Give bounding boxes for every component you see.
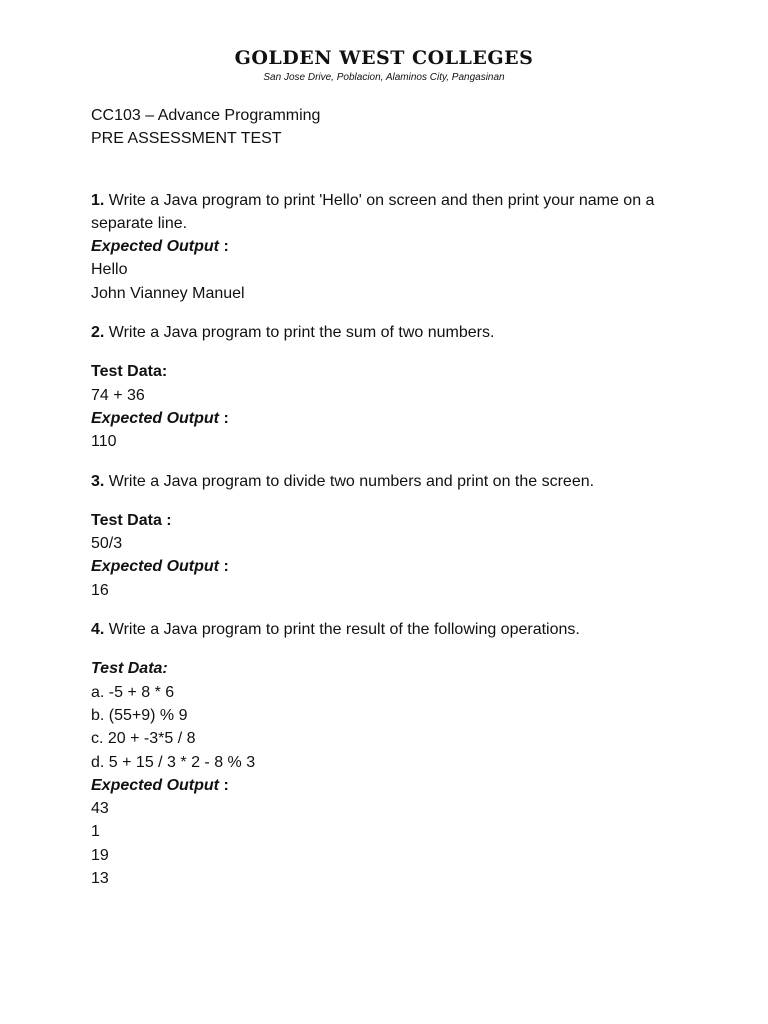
question-1-number: 1. [91, 191, 105, 209]
school-name: GOLDEN WEST COLLEGES [234, 47, 534, 69]
question-3 [91, 470, 691, 602]
expected-output-value: Hello [91, 261, 128, 279]
question-3-number: 3. [91, 472, 105, 490]
question-1 [91, 189, 691, 305]
question-4 [91, 618, 691, 890]
document-header [0, 46, 768, 84]
course-title: CC103 – Advance Programming [91, 107, 321, 124]
expected-output-label: Expected Output : [91, 776, 229, 794]
test-data-value: d. 5 + 15 / 3 * 2 - 8 % 3 [91, 753, 256, 771]
expected-output-value: 1 [91, 823, 100, 841]
question-4-prompt [91, 618, 691, 641]
test-title: PRE ASSESSMENT TEST [91, 130, 282, 148]
question-2-prompt [91, 321, 691, 344]
question-1-text: Write a Java program to print 'Hello' on screen and then print your name on a [104, 191, 655, 209]
expected-output-value: 43 [91, 800, 109, 818]
question-2-number: 2. [91, 324, 105, 342]
question-4-text: Write a Java program to print the result of the following operations. [104, 621, 580, 639]
test-data-value: c. 20 + -3*5 / 8 [91, 730, 196, 748]
test-data-value: b. (55+9) % 9 [91, 706, 188, 724]
expected-output-label: Expected Output : [91, 409, 229, 427]
question-3-prompt [91, 470, 691, 493]
expected-output-value: John Vianney Manuel [91, 284, 245, 302]
expected-output-value: 13 [91, 870, 109, 888]
test-data-label: Test Data: [91, 660, 168, 678]
expected-output-value: 16 [91, 581, 109, 599]
expected-output-value: 110 [91, 433, 117, 451]
question-2-text: Write a Java program to print the sum of two numbers. [104, 324, 495, 342]
expected-output-label: Expected Output : [91, 238, 229, 256]
question-1-text-cont: separate line. [91, 214, 188, 232]
document-body [91, 104, 691, 890]
question-3-text: Write a Java program to divide two numbers and print on the screen. [104, 472, 595, 490]
question-4-number: 4. [91, 621, 105, 639]
test-data-value: a. -5 + 8 * 6 [91, 683, 175, 701]
school-address: San Jose Drive, Poblacion, Alaminos City, Pangasinan [263, 72, 505, 83]
test-data-value: 50/3 [91, 535, 123, 553]
test-data-label: Test Data: [91, 363, 168, 381]
test-data-value: 74 + 36 [91, 386, 145, 404]
question-1-prompt [91, 189, 691, 212]
expected-output-label: Expected Output : [91, 558, 229, 576]
test-data-label: Test Data : [91, 511, 172, 529]
expected-output-value: 19 [91, 846, 109, 864]
question-2 [91, 321, 691, 453]
